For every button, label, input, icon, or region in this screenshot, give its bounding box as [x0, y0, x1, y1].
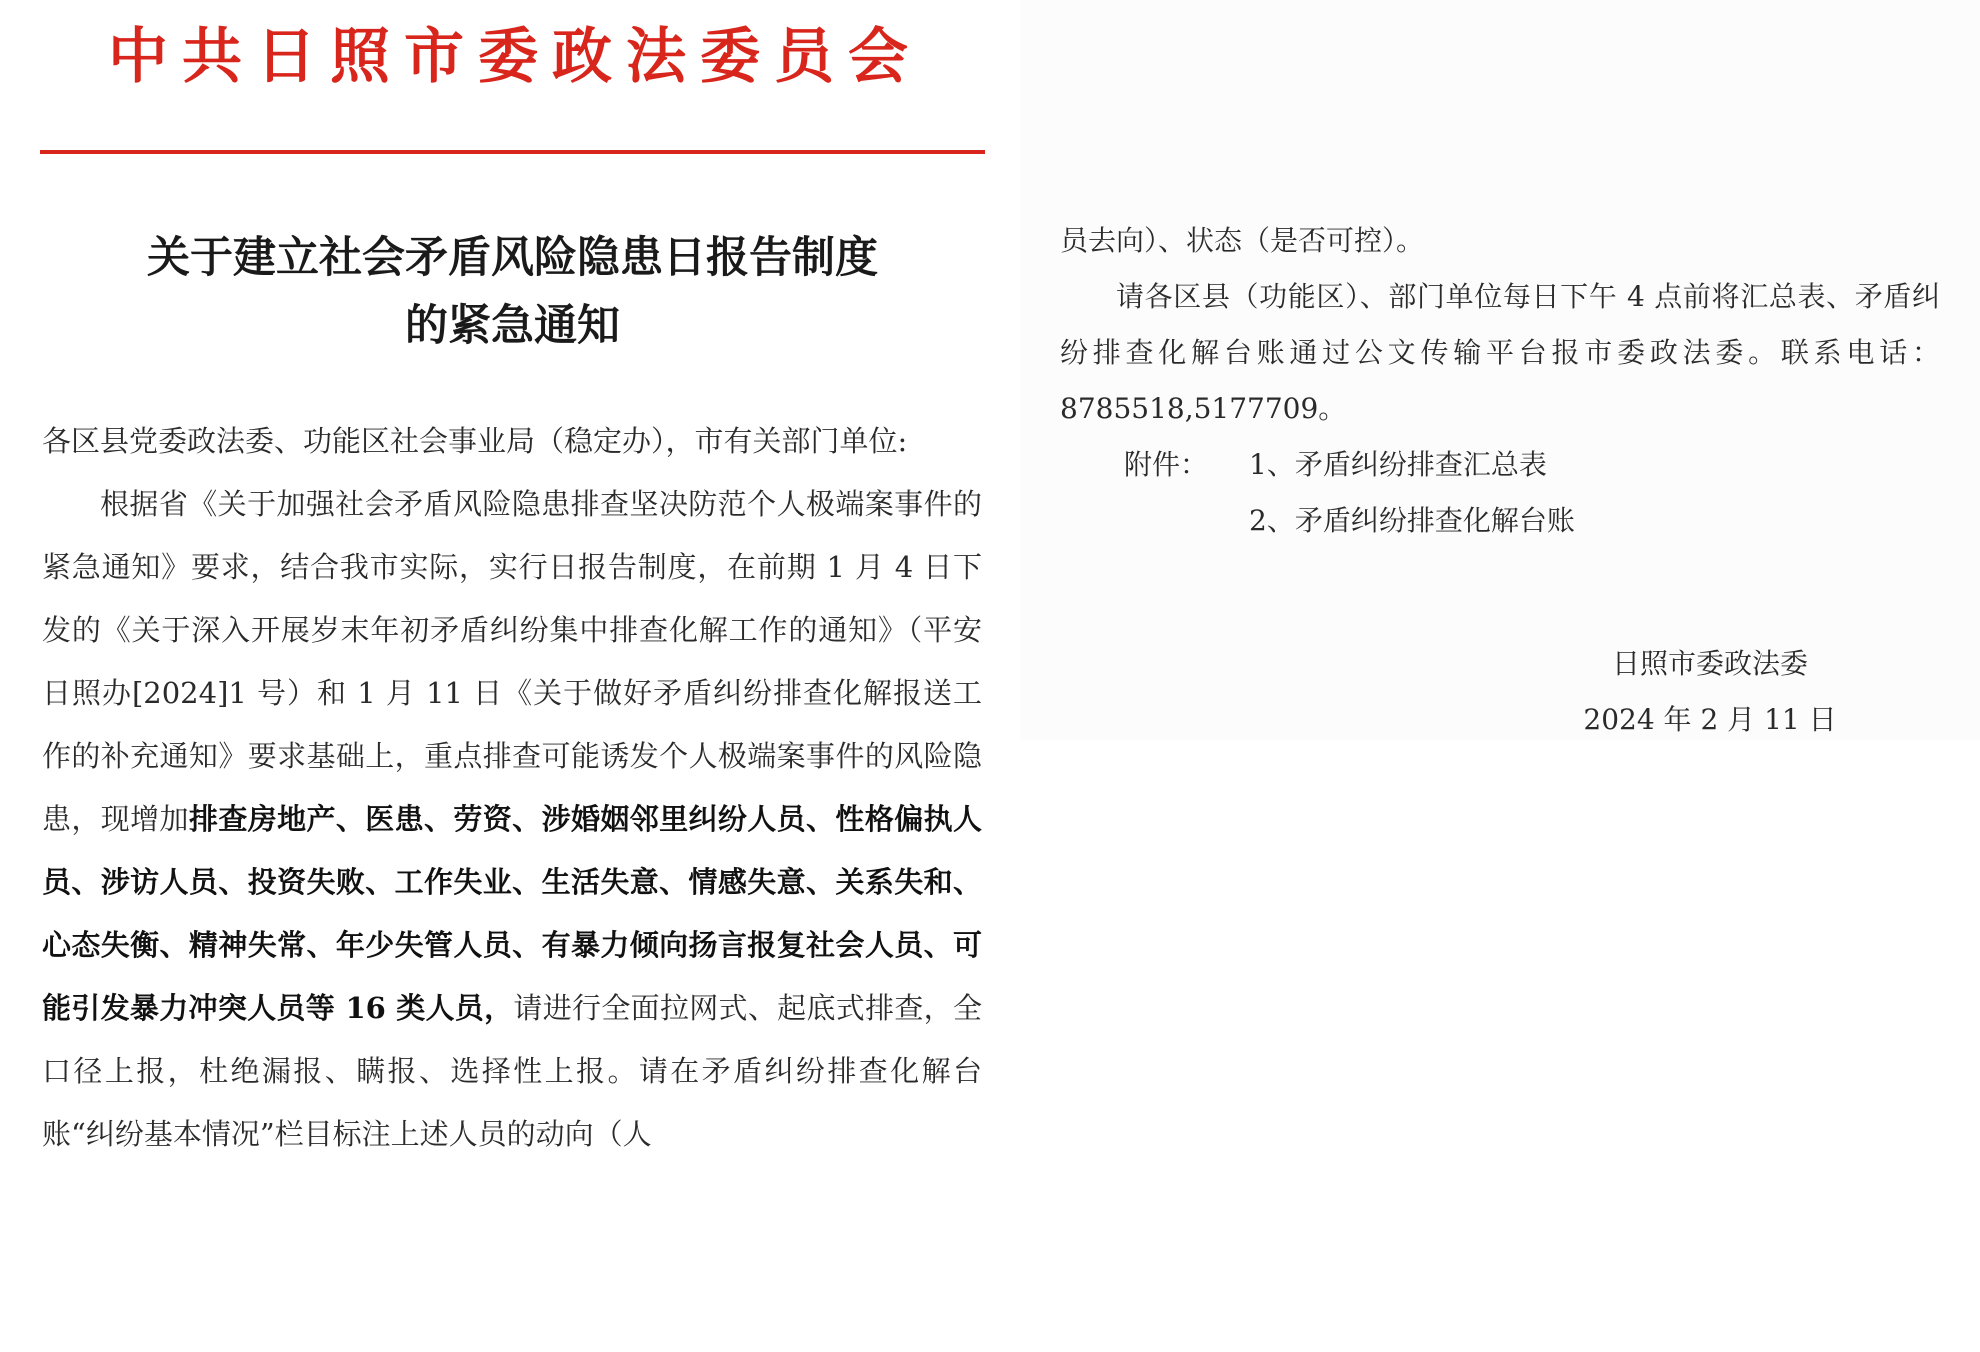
- attachment-item: 1、矛盾纠纷排查汇总表: [1249, 448, 1547, 481]
- attachments-label: 附件：: [1124, 448, 1209, 481]
- header-red-rule: [40, 150, 985, 154]
- document-title-line2: 的紧急通知: [405, 301, 620, 351]
- main-paragraph-tail: 请进行全面拉网式、起底式排查，全口径上报，杜绝漏报、瞒报、选择性上报。请在矛盾纠纷排查化解台账“纠纷基本情况”栏目标注上述人员的动向（人: [42, 991, 982, 1151]
- reporting-paragraph: 请各区县（功能区）、部门单位每日下午 4 点前将汇总表、矛盾纠纷排查化解台账通过公文传输平台报市委政法委。联系电话：8785518,5177709。: [1060, 280, 1940, 425]
- attachment-item: 2、矛盾纠纷排查化解台账: [1249, 504, 1575, 537]
- document-title-line1: 关于建立社会矛盾风险隐患日报告制度: [147, 233, 878, 283]
- attachments-block: [1060, 437, 1940, 549]
- document-body-right: [1060, 213, 1940, 549]
- main-paragraph-text: 根据省《关于加强社会矛盾风险隐患排查坚决防范个人极端案事件的紧急通知》要求，结合我市实际，实行日报告制度，在前期 1 月 4 日下发的《关于深入开展岁末年初矛盾纠纷集中排查化解工作的通知》（平安日照办[2024]1 号）和 1 月 11 日《关于做好矛盾纠纷排查化解报送工作的补充通知》要求基础上，重点排查可能诱发个人极端案事件的风险隐患，现增加: [42, 487, 982, 836]
- signature-block: [1560, 636, 1860, 748]
- org-header-title: 中共日照市委政法委员会: [108, 22, 922, 92]
- main-paragraph-bold-text: 排查房地产、医患、劳资、涉婚姻邻里纠纷人员、性格偏执人员、涉访人员、投资失败、工作失业、生活失意、情感失意、关系失和、心态失衡、精神失常、年少失管人员、有暴力倾向扬言报复社会人员、可能引发暴力冲突人员等 16 类人员，: [42, 802, 982, 1025]
- attachments-list: [1249, 437, 1940, 549]
- document-title: [40, 224, 985, 360]
- document-body-left: [42, 410, 982, 1166]
- main-paragraph: [42, 473, 982, 1166]
- addressee: 各区县党委政法委、功能区社会事业局（稳定办），市有关部门单位:: [42, 424, 908, 458]
- signature-org: 日照市委政法委: [1611, 647, 1808, 680]
- signature-date: 2024 年 2 月 11 日: [1583, 703, 1837, 736]
- continuation-text: 员去向）、状态（是否可控）。: [1060, 224, 1425, 257]
